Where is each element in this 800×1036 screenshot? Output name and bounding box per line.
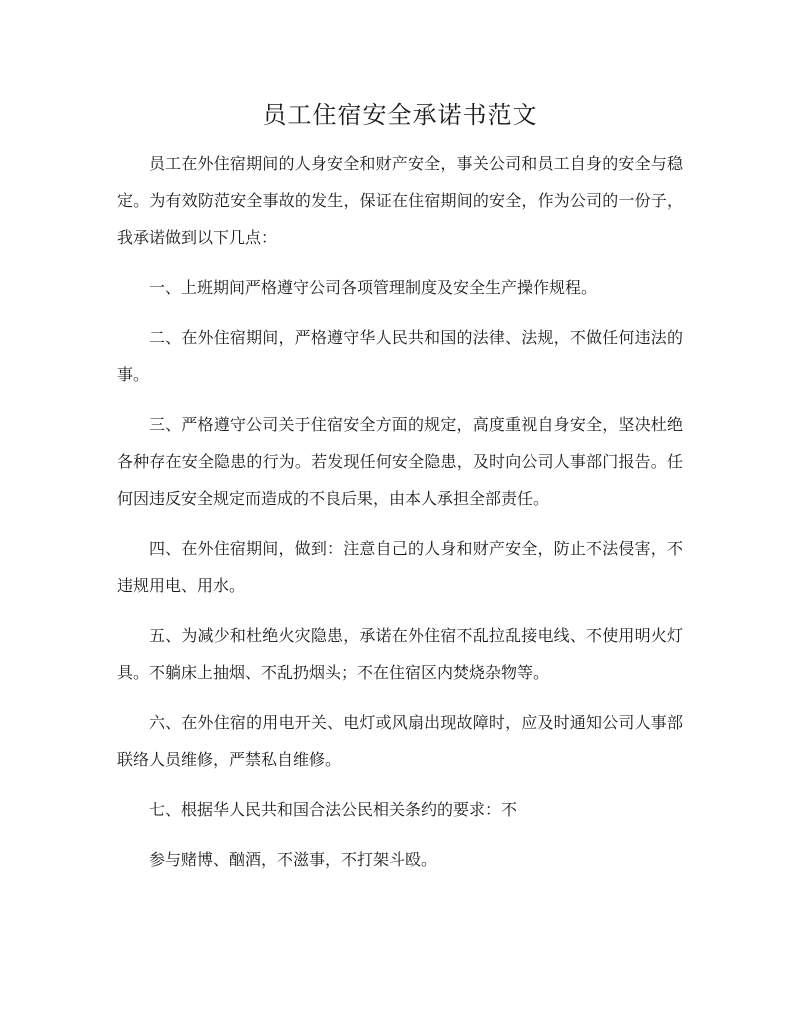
- intro-paragraph: 员工在外住宿期间的人身安全和财产安全，事关公司和员工自身的安全与稳定。为有效防范安全事故的发生，保证在住宿期间的安全，作为公司的一份子，我承诺做到以下几点：: [117, 154, 683, 247]
- document-body: [117, 145, 683, 891]
- commitment-item-5: 五、为减少和杜绝火灾隐患，承诺在外住宿不乱拉乱接电线、不使用明火灯具。不躺床上抽烟、不乱扔烟头；不在住宿区内焚烧杂物等。: [117, 626, 683, 682]
- commitment-item-1: 一、上班期间严格遵守公司各项管理制度及安全生产操作规程。: [149, 278, 598, 297]
- document-title: 员工住宿安全承诺书范文: [262, 101, 538, 129]
- commitment-item-7: 七、根据华人民共和国合法公民相关条约的要求：不: [149, 800, 518, 819]
- commitment-item-6: 六、在外住宿的用电开关、电灯或风扇出现故障时，应及时通知公司人事部联络人员维修，严禁私自维修。: [117, 713, 683, 769]
- commitment-item-4: 四、在外住宿期间，做到：注意自己的人身和财产安全，防止不法侵害，不违规用电、用水。: [117, 539, 683, 595]
- commitment-item-2: 二、在外住宿期间，严格遵守华人民共和国的法律、法规，不做任何违法的事。: [117, 328, 683, 384]
- commitment-item-3: 三、严格遵守公司关于住宿安全方面的规定，高度重视自身安全，坚决杜绝各种存在安全隐患的行为。若发现任何安全隐患，及时向公司人事部门报告。任何因违反安全规定而造成的不良后果，由本人承担全部责任。: [117, 415, 683, 508]
- commitment-item-7-continuation: 参与赌博、酗酒，不滋事，不打架斗殴。: [149, 850, 438, 869]
